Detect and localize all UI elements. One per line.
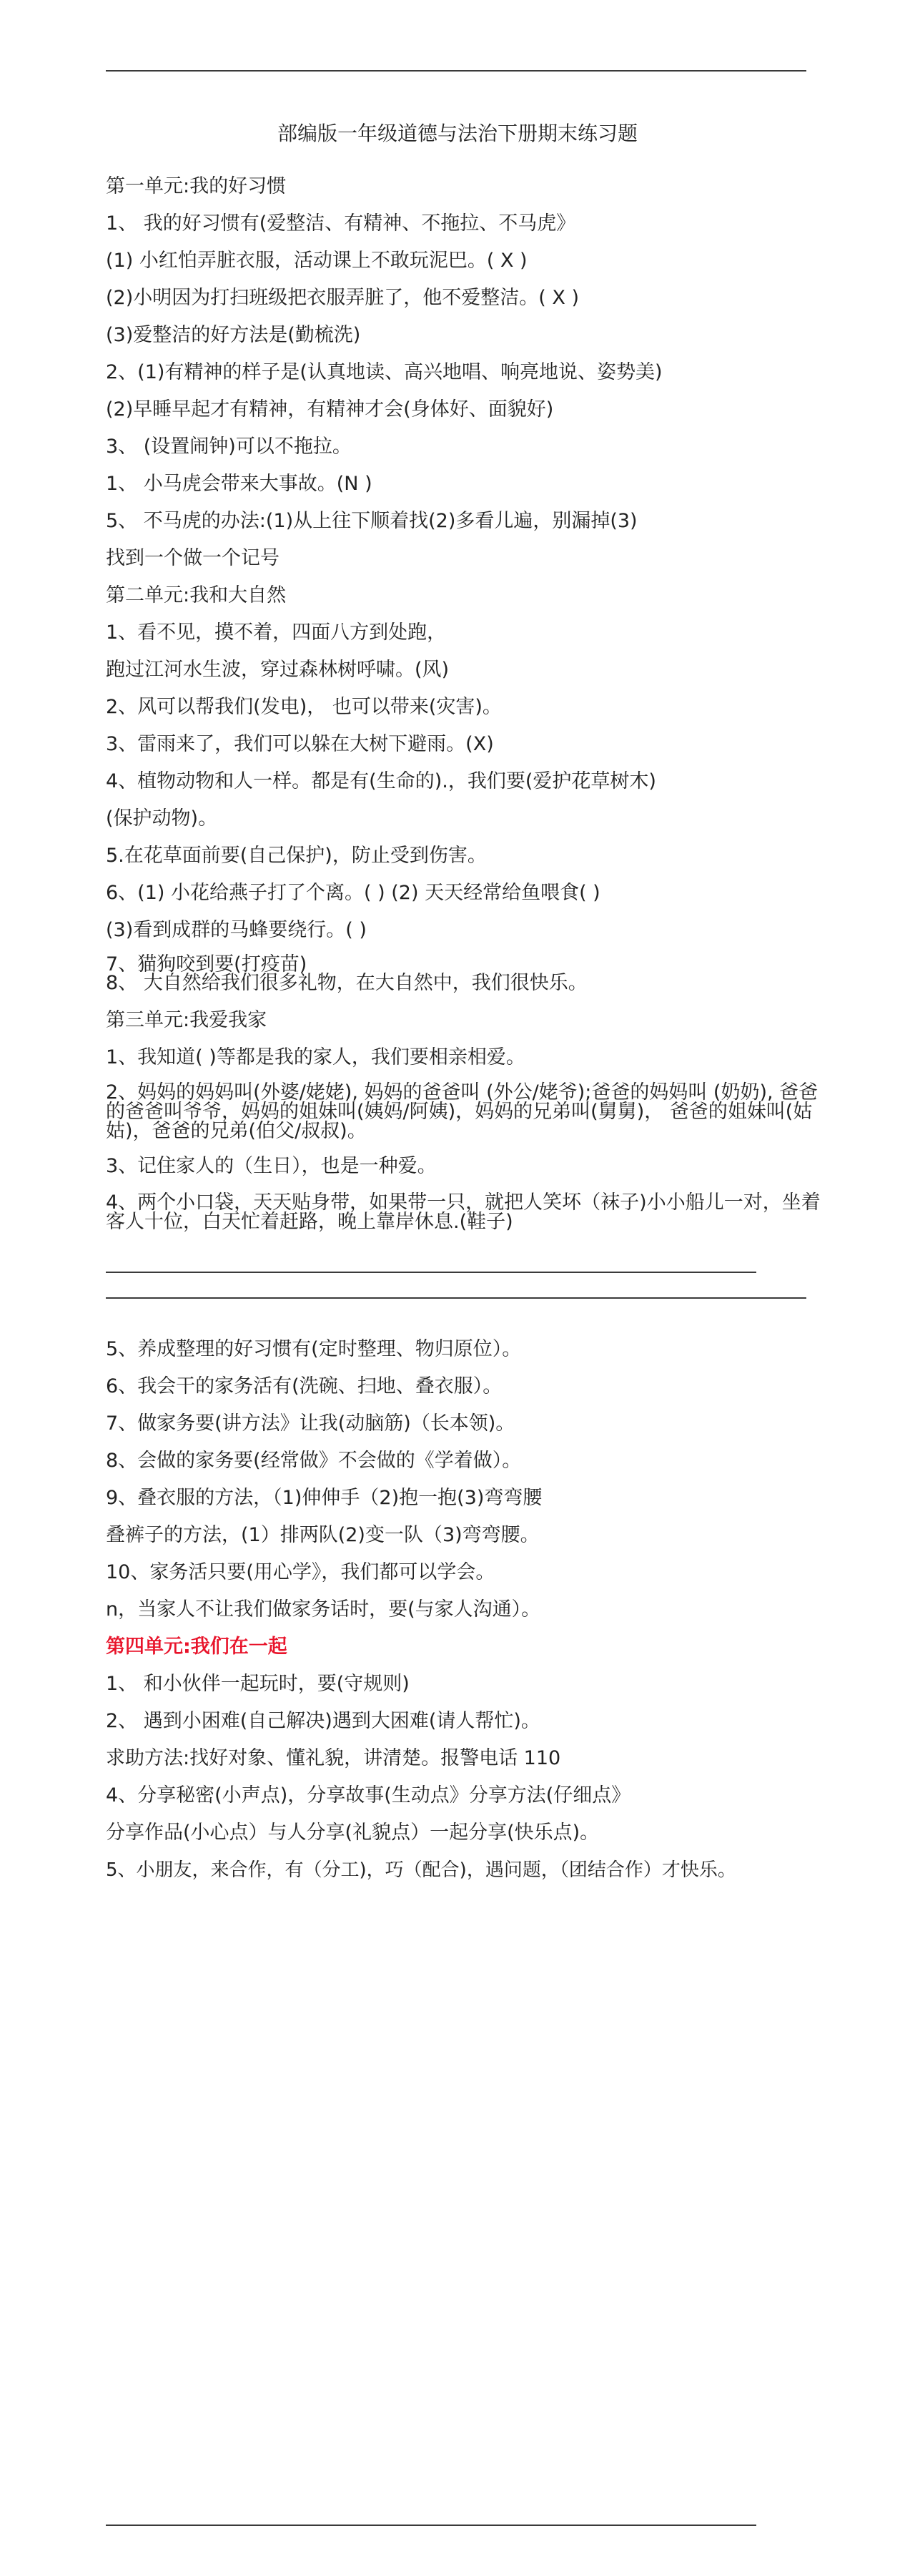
- unit4-line-3: 求助方法:找好对象、懂礼貌，讲清楚。报警电话 110: [106, 1747, 561, 1769]
- unit3-line-9b: 叠裤子的方法，(1）排两队(2)变一队（3)弯弯腰。: [106, 1524, 540, 1546]
- unit2-line-4: 3、雷雨来了，我们可以躲在大树下避雨。(X): [106, 733, 494, 755]
- unit2-line-5: 4、植物动物和人一样。都是有(生命的).，我们要(爱护花草树木): [106, 770, 656, 792]
- unit3-paragraph-2: 2、妈妈的妈妈叫(外婆/姥姥), 妈妈的爸爸叫 (外公/姥爷);爸爸的妈妈叫 (奶奶), 爸爸的爸爸叫爷爷，妈妈的姐妹叫(姨妈/阿姨)，妈妈的兄弟叫(舅舅)， 爸爸的姐妹叫(姑姑)，爸爸的兄弟(伯父/叔叔)。: [106, 1081, 818, 1142]
- unit1-line-5: 2、(1)有精神的样子是(认真地读、高兴地唱、响亮地说、姿势美): [106, 361, 663, 383]
- unit3-line-10: 10、家务活只要(用心学》，我们都可以学会。: [106, 1561, 495, 1583]
- unit2-line-2: 跑过江河水生波，穿过森林树呼啸。(风): [106, 659, 450, 681]
- unit4-line-6: 5、小朋友，来合作，有（分工)，巧（配合)，遇问题，（团结合作）才快乐。: [106, 1859, 736, 1881]
- unit4-line-2: 2、 遇到小困难(自己解决)遇到大困难(请人帮忙)。: [106, 1710, 540, 1732]
- unit3-line-1: 1、我知道( )等都是我的家人，我们要相亲相爱。: [106, 1046, 525, 1068]
- unit1-heading: 第一单元:我的好习惯: [106, 175, 287, 197]
- page-break-rule: [106, 1297, 806, 1299]
- unit1-line-6: (2)早睡早起才有精神，有精神才会(身体好、面貌好): [106, 398, 554, 421]
- unit2-line-8: 6、(1) 小花给燕子打了个离。( ) (2) 天天经常给鱼喂食( ): [106, 882, 600, 904]
- unit2-line-7: 5.在花草面前要(自己保护)，防止受到伤害。: [106, 845, 487, 867]
- unit2-line-10: 7、猫狗咬到要(打疫苗): [106, 953, 307, 975]
- unit2-heading: 第二单元:我和大自然: [106, 584, 287, 606]
- unit3-line-8: 8、会做的家务要(经常做》不会做的《学着做）。: [106, 1450, 522, 1472]
- unit1-line-7: 3、 (设置闹钟)可以不拖拉。: [106, 436, 352, 458]
- unit1-line-9: 5、 不马虎的办法:(1)从上往下顺着找(2)多看儿遍，别漏掉(3): [106, 510, 638, 532]
- unit3-paragraph-4: 4、两个小口袋，天天贴身带，如果带一只，就把人笑坏（袜子)小小船儿一对，坐着客人十位，白天忙着赶路，晚上靠岸休息.(鞋子): [106, 1191, 821, 1233]
- unit3-line-3: 3、记住家人的（生日），也是一种爱。: [106, 1155, 437, 1177]
- unit2-line-3: 2、风可以帮我们(发电)， 也可以带来(灾害)。: [106, 696, 502, 718]
- unit3-line-9: 9、叠衣服的方法，（1)伸伸手（2)抱一抱(3)弯弯腰: [106, 1487, 543, 1509]
- unit2-line-6: (保护动物)。: [106, 807, 218, 830]
- unit1-line-1: 1、 我的好习惯有(爱整洁、有精神、不拖拉、不马虎》: [106, 212, 576, 235]
- unit3-line-5: 5、养成整理的好习惯有(定时整理、物归原位）。: [106, 1338, 522, 1360]
- unit3-line-6: 6、我会干的家务活有(洗碗、扫地、叠衣服）。: [106, 1375, 503, 1397]
- unit1-line-10: 找到一个做一个记号: [106, 547, 280, 569]
- unit1-line-3: (2)小明因为打扫班级把衣服弄脏了，他不爱整洁。( X ): [106, 287, 579, 309]
- unit4-line-5: 分享作品(小心点）与人分享(礼貌点）一起分享(快乐点)。: [106, 1822, 600, 1844]
- unit4-line-4: 4、分享秘密(小声点)，分享故事(生动点》分享方法(仔细点》: [106, 1784, 631, 1806]
- top-rule: [106, 70, 806, 72]
- unit2-line-11: 8、 大自然给我们很多礼物，在大自然中，我们很快乐。: [106, 972, 588, 994]
- unit1-line-8: 1、 小马虎会带来大事故。(N ): [106, 473, 372, 495]
- unit2-line-9: (3)看到成群的马蜂要绕行。( ): [106, 919, 367, 941]
- unit1-line-2: (1) 小红怕弄脏衣服，活动课上不敢玩泥巴。( X ): [106, 250, 528, 272]
- unit1-line-4: (3)爱整洁的好方法是(勤梳洗): [106, 324, 361, 346]
- unit3-line-11: n，当家人不让我们做家务话时，要(与家人沟通）。: [106, 1598, 541, 1621]
- page-title: 部编版一年级道德与法治下册期末练习题: [277, 122, 638, 145]
- unit2-line-1: 1、看不见，摸不着，四面八方到处跑，: [106, 621, 447, 644]
- bottom-rule: [106, 2525, 756, 2526]
- unit4-line-1: 1、 和小伙伴一起玩时，要(守规则): [106, 1673, 410, 1695]
- unit4-heading: 第四单元:我们在一起: [106, 1636, 287, 1658]
- unit3-heading: 第三单元:我爱我家: [106, 1009, 267, 1031]
- unit3-line-7: 7、做家务要(讲方法》让我(动脑筋)（长本领)。: [106, 1412, 515, 1435]
- footnote-rule: [106, 1272, 756, 1273]
